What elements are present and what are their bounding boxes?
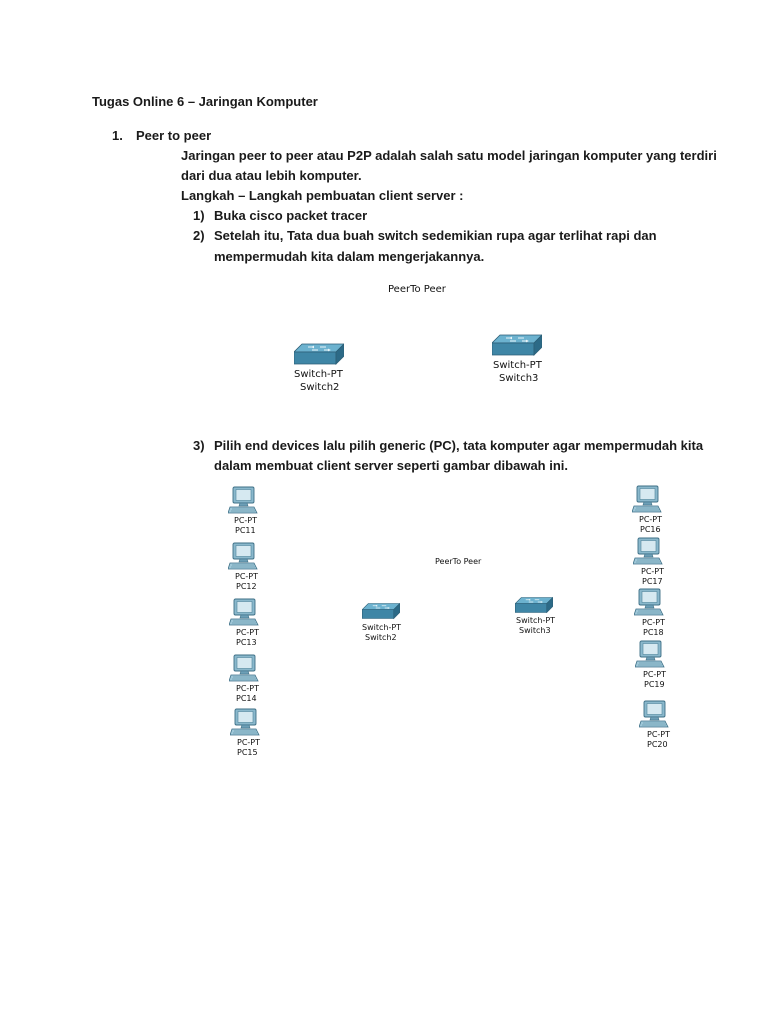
switch-icon bbox=[294, 342, 344, 366]
pc-type-label: PC-PT bbox=[643, 670, 667, 679]
pc-type-label: PC-PT bbox=[234, 516, 258, 525]
steps-intro: Langkah – Langkah pembuatan client server : bbox=[181, 188, 464, 203]
step-3-number: 3) bbox=[193, 438, 205, 453]
step-1-text: Buka cisco packet tracer bbox=[214, 208, 368, 223]
pc-name-label: PC15 bbox=[237, 748, 258, 757]
pc-icon bbox=[230, 708, 260, 738]
pc-name-label: PC18 bbox=[643, 628, 664, 637]
pc-name-label: PC11 bbox=[235, 526, 256, 535]
switch-icon bbox=[362, 602, 400, 620]
pc-type-label: PC-PT bbox=[236, 684, 260, 693]
section-heading: Peer to peer bbox=[136, 128, 212, 143]
pc-icon bbox=[228, 486, 258, 516]
figure-peer-to-peer-network bbox=[215, 482, 690, 764]
pc-name-label: PC20 bbox=[647, 740, 668, 749]
switch-node-switch3 bbox=[492, 333, 552, 357]
step-2-text-line-1: Setelah itu, Tata dua buah switch sedemikian rupa agar terlihat rapi dan bbox=[214, 228, 657, 243]
pc-icon bbox=[632, 485, 662, 515]
step-3-text-line-2: dalam membuat client server seperti gambar dibawah ini. bbox=[214, 458, 569, 473]
figure-label: PeerTo Peer bbox=[435, 557, 482, 566]
pc-name-label: PC17 bbox=[642, 577, 663, 586]
pc-type-label: PC-PT bbox=[235, 572, 259, 581]
pc-name-label: PC13 bbox=[236, 638, 257, 647]
switch-icon bbox=[492, 333, 542, 357]
figure-peer-to-peer-switches bbox=[280, 276, 580, 406]
step-2-text-line-2: mempermudah kita dalam mengerjakannya. bbox=[214, 249, 485, 264]
switch-name-label: Switch2 bbox=[300, 382, 340, 393]
switch-node-switch2 bbox=[292, 342, 352, 366]
pc-icon bbox=[633, 537, 663, 567]
pc-icon bbox=[639, 700, 669, 730]
switch-name-label: Switch2 bbox=[365, 633, 397, 642]
switch-type-label: Switch-PT bbox=[516, 616, 556, 625]
paragraph-line-1: Jaringan peer to peer atau P2P adalah salah satu model jaringan komputer yang terdiri bbox=[181, 148, 717, 163]
pc-type-label: PC-PT bbox=[642, 618, 666, 627]
pc-type-label: PC-PT bbox=[237, 738, 261, 747]
switch-name-label: Switch3 bbox=[519, 626, 551, 635]
section-number: 1. bbox=[112, 128, 123, 143]
pc-icon bbox=[634, 588, 664, 618]
pc-icon bbox=[635, 640, 665, 670]
document-title: Tugas Online 6 – Jaringan Komputer bbox=[92, 94, 318, 109]
switch-type-label: Switch-PT bbox=[362, 623, 402, 632]
paragraph-line-2: dari dua atau lebih komputer. bbox=[181, 168, 362, 183]
switch-type-label: Switch-PT bbox=[294, 369, 343, 380]
pc-type-label: PC-PT bbox=[641, 567, 665, 576]
pc-name-label: PC16 bbox=[640, 525, 661, 534]
step-2-number: 2) bbox=[193, 228, 205, 243]
step-3-text-line-1: Pilih end devices lalu pilih generic (PC), tata komputer agar mempermudah kita bbox=[214, 438, 704, 453]
pc-type-label: PC-PT bbox=[647, 730, 671, 739]
pc-type-label: PC-PT bbox=[639, 515, 663, 524]
pc-icon bbox=[228, 542, 258, 572]
switch-type-label: Switch-PT bbox=[493, 360, 542, 371]
pc-icon bbox=[229, 654, 259, 684]
switch-icon bbox=[515, 596, 553, 614]
step-1-number: 1) bbox=[193, 208, 205, 223]
pc-icon bbox=[229, 598, 259, 628]
pc-name-label: PC12 bbox=[236, 582, 257, 591]
pc-name-label: PC19 bbox=[644, 680, 665, 689]
switch-name-label: Switch3 bbox=[499, 373, 539, 384]
pc-name-label: PC14 bbox=[236, 694, 257, 703]
figure-label: PeerTo Peer bbox=[388, 284, 446, 295]
pc-type-label: PC-PT bbox=[236, 628, 260, 637]
